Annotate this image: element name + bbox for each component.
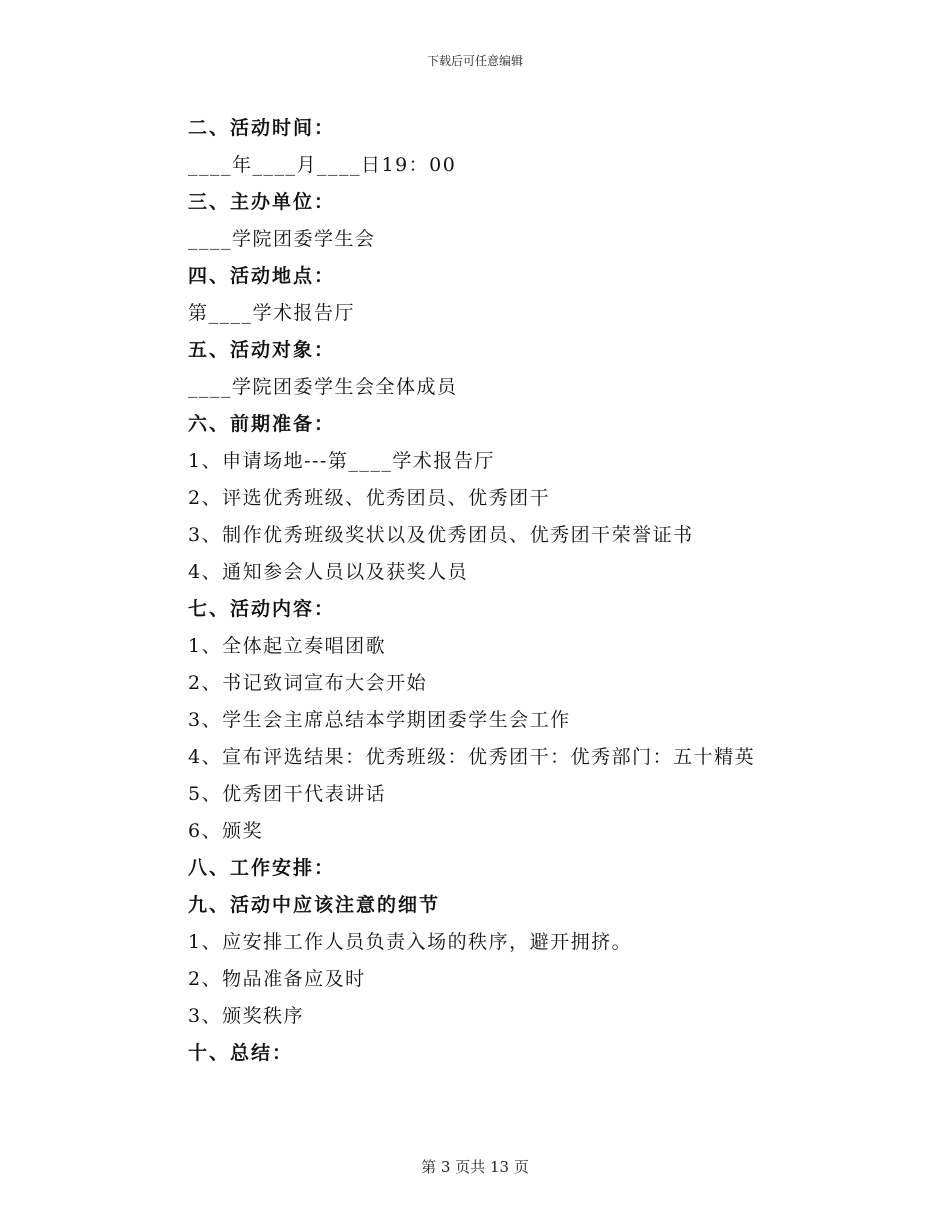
- body-line-audience: ____学院团委学生会全体成员: [188, 376, 458, 398]
- list-item: 6、颁奖: [188, 820, 264, 842]
- section-heading-content: 七、活动内容：: [188, 598, 336, 620]
- section-heading-organizer: 三、主办单位：: [188, 191, 336, 213]
- section-heading-audience: 五、活动对象：: [188, 339, 336, 361]
- list-item: 1、全体起立奏唱团歌: [188, 635, 387, 657]
- section-heading-summary: 十、总结：: [188, 1042, 294, 1064]
- body-line-location: 第____学术报告厅: [188, 302, 356, 324]
- list-item: 4、宣布评选结果：优秀班级：优秀团干：优秀部门：五十精英: [188, 746, 756, 768]
- section-heading-preparation: 六、前期准备：: [188, 413, 336, 435]
- list-item: 4、通知参会人员以及获奖人员: [188, 561, 469, 583]
- document-body: [188, 110, 828, 1072]
- section-heading-details: 九、活动中应该注意的细节: [188, 894, 441, 916]
- list-item: 2、评选优秀班级、优秀团员、优秀团干: [188, 487, 551, 509]
- list-item: 1、应安排工作人员负责入场的秩序，避开拥挤。: [188, 931, 633, 953]
- list-item: 2、书记致词宣布大会开始: [188, 672, 428, 694]
- section-heading-time: 二、活动时间：: [188, 117, 336, 139]
- list-item: 5、优秀团干代表讲话: [188, 783, 387, 805]
- page-header: 下载后可任意编辑: [426, 54, 523, 68]
- list-item: 3、制作优秀班级奖状以及优秀团员、优秀团干荣誉证书: [188, 524, 694, 546]
- list-item: 1、申请场地---第____学术报告厅: [188, 450, 495, 472]
- list-item: 2、物品准备应及时: [188, 968, 366, 990]
- list-item: 3、学生会主席总结本学期团委学生会工作: [188, 709, 571, 731]
- section-heading-location: 四、活动地点：: [188, 265, 336, 287]
- body-line-organizer: ____学院团委学生会: [188, 228, 376, 250]
- list-item: 3、颁奖秩序: [188, 1005, 305, 1027]
- page-footer: 第 3 页共 13 页: [421, 1158, 529, 1176]
- body-line-time: ____年____月____日19：00: [188, 154, 457, 176]
- section-heading-arrangement: 八、工作安排：: [188, 857, 336, 879]
